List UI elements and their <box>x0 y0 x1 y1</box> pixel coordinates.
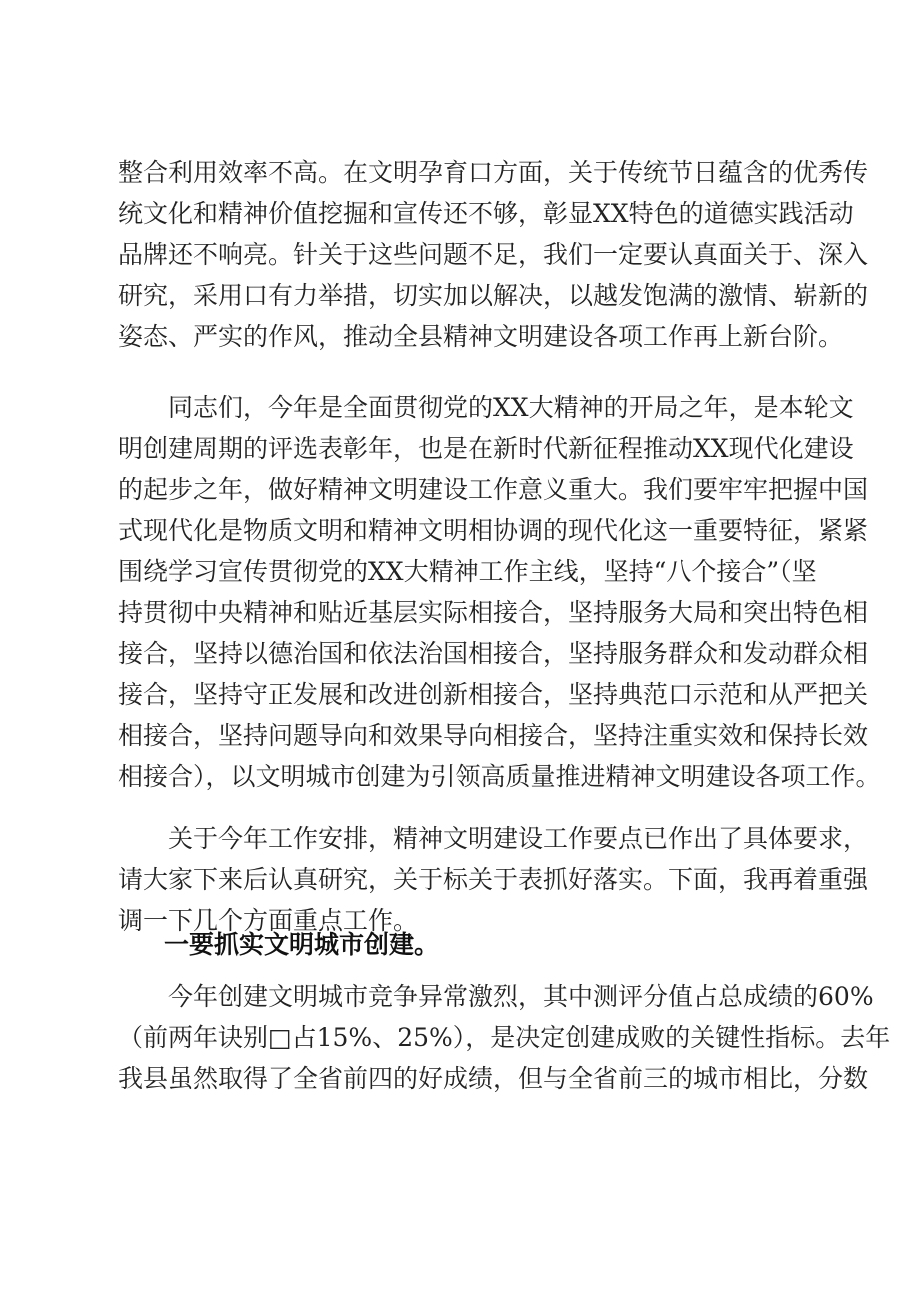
paragraph-1 <box>118 152 869 357</box>
paragraph-3-line-3: 调一下几个方面重点工作。 <box>118 906 419 935</box>
paragraph-1-line-3: 品牌还不响亮。针关于这些问题不足，我们一定要认真面关于、深入 <box>118 240 869 269</box>
paragraph-1-line-2: 统文化和精神价值挖掘和宣传还不够，彰显XX特色的道德实践活动 <box>118 199 854 228</box>
paragraph-2-line-8: 接合，坚持守正发展和改进创新相接合，坚持典范口示范和从严把关 <box>118 680 869 709</box>
paragraph-2-line-5: 围绕学习宣传贯彻党的XX大精神工作主线，坚持“八个接合”（坚 <box>118 557 817 586</box>
paragraph-2-line-1: 同志们，今年是全面贯彻党的XX大精神的开局之年，是本轮文 <box>168 393 854 422</box>
paragraph-1-line-1: 整合利用效率不高。在文明孕育口方面，关于传统节日蕴含的优秀传 <box>118 158 869 187</box>
paragraph-4 <box>118 976 891 1099</box>
paragraph-2-line-10: 相接合），以文明城市创建为引领高质量推进精神文明建设各项工作。 <box>118 762 881 791</box>
paragraph-2-line-3: 的起步之年，做好精神文明建设工作意义重大。我们要牢牢把握中国 <box>118 475 869 504</box>
paragraph-4-line-2: （前两年诀别□占15%、25%），是决定创建成败的关键性指标。去年 <box>118 1023 891 1052</box>
paragraph-4-line-1: 今年创建文明城市竞争异常激烈，其中测评分值占总成绩的60% <box>168 982 874 1011</box>
paragraph-1-line-4: 研究，采用口有力举措，切实加以解决，以越发饱满的激情、崭新的 <box>118 281 869 310</box>
paragraph-2-line-6: 持贯彻中央精神和贴近基层实际相接合，坚持服务大局和突出特色相 <box>118 598 869 627</box>
paragraph-1-line-5: 姿态、严实的作风，推动全县精神文明建设各项工作再上新台阶。 <box>118 322 844 351</box>
paragraph-2-line-9: 相接合，坚持问题导向和效果导向相接合，坚持注重实效和保持长效 <box>118 721 869 750</box>
paragraph-3-line-1: 关于今年工作安排，精神文明建设工作要点已作出了具体要求， <box>168 824 869 853</box>
paragraph-2-line-4: 式现代化是物质文明和精神文明相协调的现代化这一重要特征，紧紧 <box>118 516 869 545</box>
paragraph-2 <box>118 387 881 797</box>
section-heading: 一要抓实文明城市创建。 <box>164 930 440 959</box>
paragraph-3-line-2: 请大家下来后认真研究，关于标关于表抓好落实。下面，我再着重强 <box>118 865 869 894</box>
paragraph-2-line-2: 明创建周期的评选表彰年，也是在新时代新征程推动XX现代化建设 <box>118 434 854 463</box>
paragraph-3 <box>118 818 869 941</box>
paragraph-4-line-3: 我县虽然取得了全省前四的好成绩，但与全省前三的城市相比，分数 <box>118 1064 869 1093</box>
paragraph-2-line-7: 接合，坚持以德治国和依法治国相接合，坚持服务群众和发动群众相 <box>118 639 869 668</box>
